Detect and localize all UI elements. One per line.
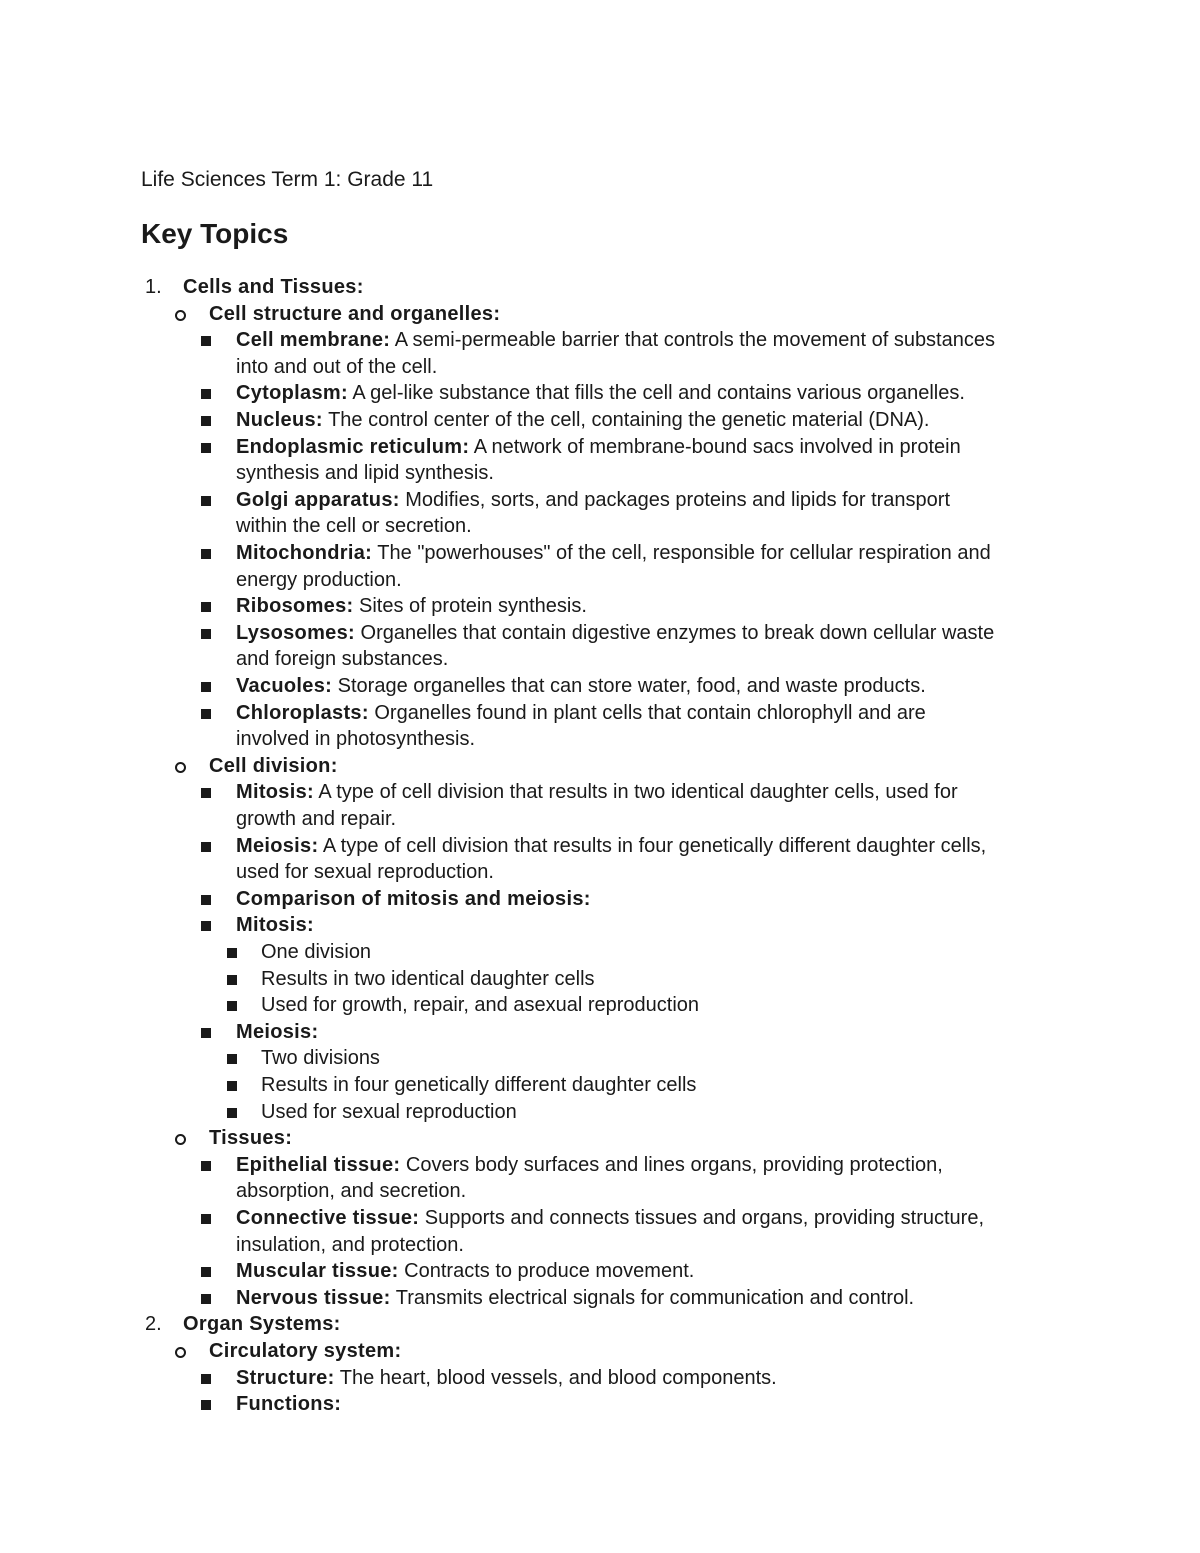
square-bullet-icon [201, 1267, 211, 1277]
term-label: Muscular tissue: [236, 1260, 399, 1283]
organelle-item [236, 487, 950, 513]
meiosis-point [261, 1072, 696, 1098]
subsection-title [209, 753, 338, 779]
square-bullet-icon [201, 1028, 211, 1038]
term-description: into and out of the cell. [236, 355, 438, 378]
mitosis-label [236, 912, 314, 938]
square-bullet-icon [201, 549, 211, 559]
organelle-item-continued [236, 646, 448, 672]
division-item [236, 779, 958, 805]
term-description: synthesis and lipid synthesis. [236, 462, 494, 485]
tissue-item-continued [236, 1178, 466, 1204]
term-label: Meiosis: [236, 834, 319, 857]
square-bullet-icon [201, 602, 211, 612]
mitosis-point [261, 939, 371, 965]
term-description: Contracts to produce movement. [398, 1260, 695, 1283]
term-description: growth and repair. [236, 808, 397, 830]
square-bullet-icon [227, 1054, 237, 1064]
square-bullet-icon [201, 788, 211, 798]
term-label: Mitochondria: [236, 542, 373, 564]
meiosis-point-text: Used for sexual reproduction [261, 1100, 517, 1123]
term-description: A semi-permeable barrier that controls the movement of substances [390, 329, 995, 352]
tissue-item-continued [236, 1232, 464, 1258]
term-description: The heart, blood vessels, and blood components. [334, 1366, 777, 1389]
term-label: Functions: [236, 1393, 342, 1416]
square-bullet-icon [201, 682, 211, 692]
tissue-item [236, 1205, 984, 1231]
term-label: Vacuoles: [236, 675, 333, 697]
tissue-item [236, 1258, 694, 1284]
term-label: Endoplasmic reticulum: [236, 435, 470, 458]
organelle-item-continued [236, 354, 437, 380]
circulatory-item [236, 1365, 777, 1391]
meiosis-point-text: Two divisions [261, 1047, 380, 1070]
square-bullet-icon [201, 496, 211, 506]
square-bullet-icon [201, 709, 211, 719]
term-description: involved in photosynthesis. [236, 728, 476, 751]
square-bullet-icon [201, 629, 211, 639]
meiosis-point [261, 1045, 380, 1071]
mitosis-point-text: Results in two identical daughter cells [261, 967, 595, 990]
term-label: Epithelial tissue: [236, 1153, 401, 1176]
subsection-title-text: Tissues: [209, 1127, 293, 1150]
term-description: Organelles that contain digestive enzymes to break down cellular waste [354, 621, 995, 644]
square-bullet-icon [201, 1214, 211, 1224]
subsection-title-text: Cell structure and organelles: [209, 302, 501, 325]
term-description: A type of cell division that results in four genetically different daughter cells, [318, 834, 987, 857]
mitosis-point [261, 992, 699, 1018]
hollow-bullet-icon [175, 310, 186, 321]
tissue-item [236, 1285, 914, 1311]
square-bullet-icon [201, 1374, 211, 1384]
term-description: energy production. [236, 568, 402, 591]
term-label: Chloroplasts: [236, 701, 369, 724]
term-description: insulation, and protection. [236, 1233, 464, 1256]
key-topics-heading: Key Topics [141, 218, 289, 249]
square-bullet-icon [201, 842, 211, 852]
square-bullet-icon [201, 1400, 211, 1410]
square-bullet-icon [227, 1108, 237, 1118]
term-description: Transmits electrical signals for communication and control. [390, 1286, 915, 1309]
square-bullet-icon [201, 443, 211, 453]
term-description: Covers body surfaces and lines organs, providing protection, [400, 1153, 943, 1176]
term-label: Nervous tissue: [236, 1286, 391, 1309]
mitosis-point-text: Used for growth, repair, and asexual reproduction [261, 994, 700, 1017]
organelle-item [236, 673, 926, 699]
term-description: A type of cell division that results in two identical daughter cells, used for [313, 781, 958, 804]
organelle-item-continued [236, 726, 475, 752]
mitosis-point-text: One division [261, 941, 372, 963]
term-description: and foreign substances. [236, 648, 449, 671]
term-description: absorption, and secretion. [236, 1180, 467, 1203]
term-label: Connective tissue: [236, 1207, 420, 1229]
section-title [183, 274, 364, 300]
division-item-continued [236, 806, 396, 832]
term-description: The "powerhouses" of the cell, responsible for cellular respiration and [372, 542, 991, 564]
meiosis-point [261, 1099, 517, 1125]
term-description: Organelles found in plant cells that contain chlorophyll and are [368, 701, 926, 724]
mitosis-point [261, 966, 595, 992]
organelle-item [236, 540, 991, 566]
organelle-item [236, 380, 965, 406]
term-description: The control center of the cell, containing the genetic material (DNA). [322, 409, 930, 431]
term-label: Golgi apparatus: [236, 488, 400, 511]
subsection-title-text: Cell division: [209, 754, 338, 777]
square-bullet-icon [201, 1294, 211, 1304]
square-bullet-icon [201, 416, 211, 426]
division-item-continued [236, 859, 494, 885]
hollow-bullet-icon [175, 762, 186, 773]
term-description: used for sexual reproduction. [236, 861, 494, 884]
hollow-bullet-icon [175, 1134, 186, 1145]
square-bullet-icon [227, 975, 237, 985]
tissue-item [236, 1152, 943, 1178]
meiosis-label-text: Meiosis: [236, 1020, 319, 1043]
square-bullet-icon [227, 1001, 237, 1011]
document-subtitle: Life Sciences Term 1: Grade 11 [141, 168, 434, 191]
circulatory-item [236, 1391, 341, 1417]
section-title [183, 1311, 341, 1337]
organelle-item-continued [236, 567, 402, 593]
list-number: 2. [145, 1313, 162, 1336]
term-description: Sites of protein synthesis. [353, 595, 587, 618]
term-label: Comparison of mitosis and meiosis: [236, 887, 591, 910]
term-label: Cytoplasm: [236, 382, 348, 405]
organelle-item-continued [236, 513, 472, 539]
organelle-item [236, 327, 995, 353]
square-bullet-icon [227, 948, 237, 958]
term-description: Storage organelles that can store water, food, and waste products. [332, 675, 926, 697]
subsection-title [209, 301, 500, 327]
subsection-title [209, 1338, 401, 1364]
organelle-item [236, 434, 961, 460]
term-label: Nucleus: [236, 409, 323, 431]
term-description: within the cell or secretion. [236, 515, 472, 538]
square-bullet-icon [201, 895, 211, 905]
square-bullet-icon [201, 389, 211, 399]
square-bullet-icon [201, 921, 211, 931]
section-title-text: Cells and Tissues: [183, 276, 364, 298]
organelle-item [236, 593, 587, 619]
meiosis-label [236, 1019, 318, 1045]
term-label: Mitosis: [236, 781, 314, 804]
term-description: A network of membrane-bound sacs involved in protein [469, 435, 961, 458]
subsection-title-text: Circulatory system: [209, 1340, 402, 1362]
square-bullet-icon [227, 1081, 237, 1091]
organelle-item [236, 407, 929, 433]
term-description: Modifies, sorts, and packages proteins and lipids for transport [399, 488, 951, 511]
organelle-item [236, 700, 926, 726]
square-bullet-icon [201, 1161, 211, 1171]
organelle-item-continued [236, 460, 494, 486]
term-description: Supports and connects tissues and organs, providing structure, [419, 1207, 984, 1229]
list-number: 1. [145, 276, 162, 298]
term-label: Ribosomes: [236, 595, 354, 618]
subsection-title [209, 1125, 292, 1151]
meiosis-point-text: Results in four genetically different daughter cells [261, 1074, 697, 1096]
division-item [236, 886, 591, 912]
term-label: Structure: [236, 1366, 335, 1389]
square-bullet-icon [201, 336, 211, 346]
section-title-text: Organ Systems: [183, 1313, 341, 1336]
term-label: Lysosomes: [236, 621, 355, 644]
mitosis-label-text: Mitosis: [236, 914, 314, 937]
hollow-bullet-icon [175, 1347, 186, 1358]
division-item [236, 833, 986, 859]
organelle-item [236, 620, 994, 646]
term-description: A gel-like substance that fills the cell and contains various organelles. [347, 382, 965, 405]
term-label: Cell membrane: [236, 329, 391, 352]
